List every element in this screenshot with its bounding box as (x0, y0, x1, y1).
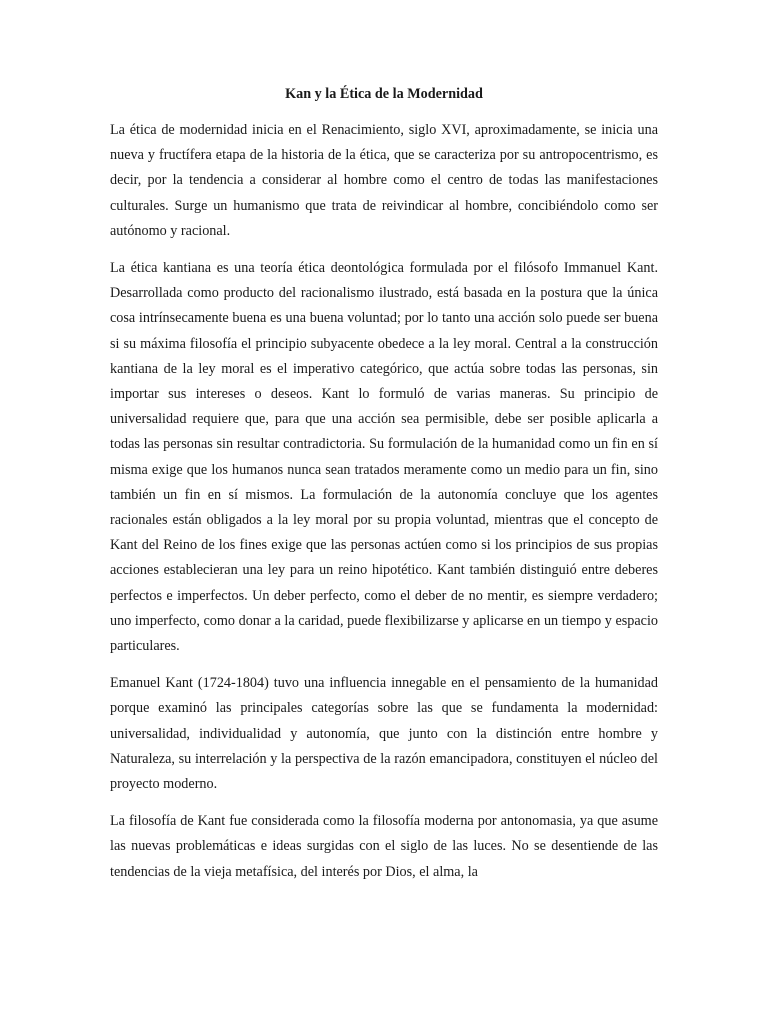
document-title: Kan y la Ética de la Modernidad (285, 86, 483, 102)
paragraph-kant-influence: Emanuel Kant (1724-1804) tuvo una influencia innegable en el pensamiento de la humanidad porque examinó las principales categorías sobre las que se fundamenta la modernidad: universalidad, individualidad y autonomía, que junto con la distinción entre hombre y Naturaleza, su interrelación y la perspectiva de la razón emancipadora, constituyen el núcleo del proyecto moderno. (110, 675, 658, 793)
paragraph-renaissance-ethics: La ética de modernidad inicia en el Renacimiento, siglo XVI, aproximadamente, se inicia una nueva y fructífera etapa de la historia de la ética, que se caracteriza por su antropocentrismo, es decir, por la tendencia a considerar al hombre como el centro de todas las manifestaciones culturales. Surge un humanismo que trata de reivindicar al hombre, concibiéndolo como ser autónomo y racional. (110, 122, 658, 239)
paragraph-kant-philosophy: La filosofía de Kant fue considerada como la filosofía moderna por antonomasia, ya que asume las nuevas problemáticas e ideas surgidas con el siglo de las luces. No se desentiende de las tendencias de la vieja metafísica, del interés por Dios, el alma, la (110, 813, 658, 880)
document-body (110, 84, 658, 897)
paragraph-kantian-ethics: La ética kantiana es una teoría ética deontológica formulada por el filósofo Immanuel Kant. Desarrollada como producto del racionalismo ilustrado, está basada en la postura que la única cosa intrínsecamente buena es una buena voluntad; por lo tanto una acción solo puede ser buena si su máxima filosofía el principio subyacente obedece a la ley moral. Central a la construcción kantiana de la ley moral es el imperativo categórico, que actúa sobre todas las personas, sin importar sus intereses o deseos. Kant lo formuló de varias maneras. Su principio de universalidad requiere que, para que una acción sea permisible, debe ser posible aplicarla a todas las personas sin resultar contradictoria. Su formulación de la humanidad como un fin en sí misma exige que los humanos nunca sean tratados meramente como un medio para un fin, sino también un fin en sí mismos. La formulación de la autonomía concluye que los agentes racionales están obligados a la ley moral por su propia voluntad, mientras que el concepto de Kant del Reino de los fines exige que las personas actúen como si los principios de sus propias acciones establecieran una ley para un reino hipotético. Kant también distinguió entre deberes perfectos e imperfectos. Un deber perfecto, como el deber de no mentir, es siempre verdadero; uno imperfecto, como donar a la caridad, puede flexibilizarse y aplicarse en un tiempo y espacio particulares. (110, 260, 658, 655)
